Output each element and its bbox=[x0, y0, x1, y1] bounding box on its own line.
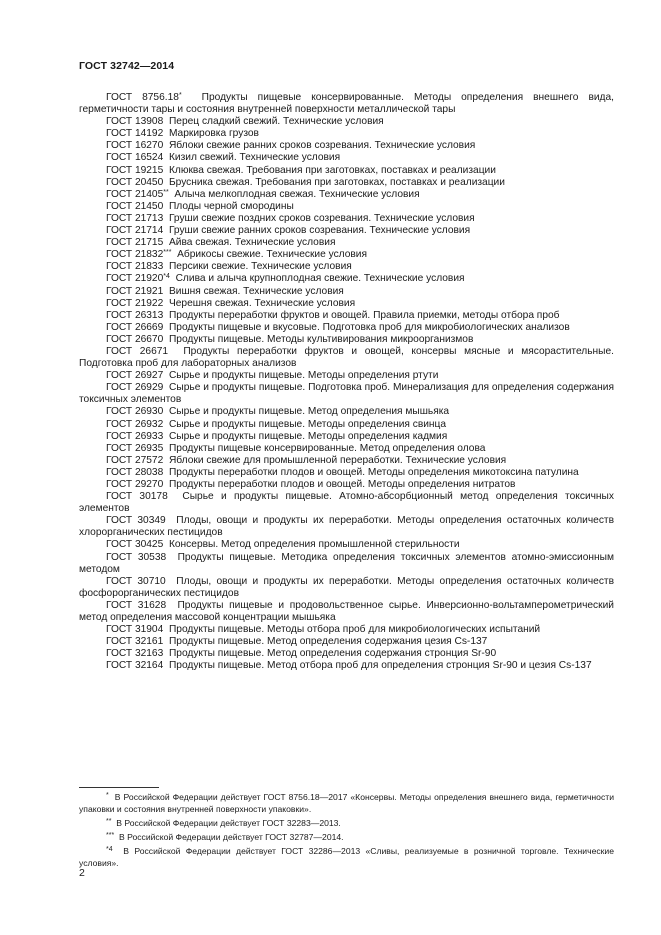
standard-title: Сырье и продукты пищевые. Атомно-абсорбционный метод определения токсичных элементов bbox=[79, 491, 614, 515]
footnote-marker: ** bbox=[163, 188, 169, 196]
reference-entry bbox=[79, 322, 614, 334]
standard-title: Продукты пищевые. Метод определения содержания стронция Sr-90 bbox=[168, 648, 497, 660]
reference-entry bbox=[79, 128, 614, 140]
reference-entry bbox=[79, 140, 614, 152]
standard-title: Яблоки свежие ранних сроков созревания. Технические условия bbox=[168, 140, 476, 152]
reference-entry bbox=[79, 273, 614, 285]
standard-code: ГОСТ 30710 bbox=[106, 575, 166, 587]
standard-title: Продукты пищевые. Методика определения токсичных элементов атомно-эмиссионным методом bbox=[79, 551, 614, 575]
reference-entry bbox=[79, 382, 614, 406]
standard-title: Продукты переработки фруктов и овощей. Правила приемки, методы отбора проб bbox=[168, 309, 560, 321]
standard-title: Абрикосы свежие. Технические условия bbox=[177, 249, 368, 261]
footnote-marker: *4 bbox=[106, 846, 113, 854]
reference-entry bbox=[79, 443, 614, 455]
standard-title: Продукты пищевые и вкусовые. Подготовка проб для микробиологических анализов bbox=[168, 321, 570, 333]
standard-code: ГОСТ 26930 bbox=[106, 406, 164, 418]
standard-title: Плоды, овощи и продукты их переработки. Методы определения остаточных количеств фосфорорганических пестицидов bbox=[79, 575, 614, 599]
standard-title: Кизил свежий. Технические условия bbox=[168, 152, 341, 164]
standard-title: Перец сладкий свежий. Технические условия bbox=[168, 116, 384, 128]
footnote-marker: *** bbox=[163, 249, 172, 257]
standard-title: Черешня свежая. Технические условия bbox=[168, 297, 356, 309]
footnote-item bbox=[79, 817, 614, 829]
footnote-text: В Российской Федерации действует ГОСТ 8756.18—2017 «Консервы. Методы определения внешнего вида, герметичности упаковки и состояния внутренней поверхности упаковки». bbox=[79, 792, 614, 815]
standard-code: ГОСТ 31904 bbox=[106, 624, 164, 636]
standard-code: ГОСТ 30538 bbox=[106, 551, 167, 563]
standard-title: Груши свежие поздних сроков созревания. Технические условия bbox=[168, 212, 475, 224]
standard-code: ГОСТ 30349 bbox=[106, 515, 166, 527]
reference-entry bbox=[79, 286, 614, 298]
standard-title: Слива и алыча крупноплодная свежие. Технические условия bbox=[175, 273, 465, 285]
standard-code: ГОСТ 26669 bbox=[106, 321, 164, 333]
standard-title: Сырье и продукты пищевые. Методы определения ртути bbox=[168, 370, 439, 382]
footnote-item bbox=[79, 791, 614, 815]
standard-code: ГОСТ 26671 bbox=[106, 345, 169, 357]
footnote-text: В Российской Федерации действует ГОСТ 32283—2013. bbox=[116, 818, 341, 829]
standard-code: ГОСТ 32163 bbox=[106, 648, 164, 660]
standard-code: ГОСТ 28038 bbox=[106, 466, 164, 478]
standard-title: Продукты переработки плодов и овощей. Методы определения нитратов bbox=[168, 479, 516, 490]
standard-title: Айва свежая. Технические условия bbox=[168, 237, 336, 249]
reference-entry bbox=[79, 237, 614, 249]
standard-code: ГОСТ 27572 bbox=[106, 454, 164, 466]
standard-title: Плоды, овощи и продукты их переработки. Методы определения остаточных количеств хлорорганических пестицидов bbox=[79, 515, 614, 539]
standard-title: Алыча мелкоплодная свежая. Технические условия bbox=[174, 188, 420, 200]
standard-title: Продукты пищевые. Методы культивирования микроорганизмов bbox=[168, 333, 474, 345]
reference-entry bbox=[79, 165, 614, 177]
standard-title: Сырье и продукты пищевые. Методы определения свинца bbox=[168, 418, 447, 430]
reference-entry bbox=[79, 576, 614, 600]
standard-code: ГОСТ 30425 bbox=[106, 539, 164, 551]
reference-entry bbox=[79, 648, 614, 660]
standard-code: ГОСТ 21714 bbox=[106, 225, 164, 237]
reference-entry bbox=[79, 419, 614, 431]
reference-entry bbox=[79, 261, 614, 273]
standard-code: ГОСТ 21713 bbox=[106, 212, 164, 224]
standard-title: Консервы. Метод определения промышленной стерильности bbox=[168, 539, 460, 551]
footnote-marker: *4 bbox=[163, 273, 170, 281]
standard-code: ГОСТ 13908 bbox=[106, 116, 164, 128]
reference-entry bbox=[79, 539, 614, 551]
standard-code: ГОСТ 26935 bbox=[106, 442, 164, 454]
standard-code: ГОСТ 21450 bbox=[106, 200, 164, 212]
standard-code: ГОСТ 30178 bbox=[106, 491, 168, 503]
standard-title: Продукты переработки фруктов и овощей, консервы мясные и мясорастительные. Подготовка проб для лабораторных анализов bbox=[79, 345, 614, 370]
standard-title: Продукты пищевые консервированные. Метод определения олова bbox=[168, 442, 486, 454]
standard-code: ГОСТ 19215 bbox=[106, 164, 164, 176]
standard-title: Брусника свежая. Требования при заготовках, поставках и реализации bbox=[168, 176, 505, 188]
standard-code: ГОСТ 32161 bbox=[106, 636, 164, 648]
footnotes bbox=[79, 791, 614, 872]
standard-code: ГОСТ 26933 bbox=[106, 430, 164, 442]
reference-entry bbox=[79, 455, 614, 467]
standard-code: ГОСТ 32164 bbox=[106, 660, 164, 672]
standard-code: ГОСТ 21833 bbox=[106, 261, 164, 273]
standard-code: ГОСТ 14192 bbox=[106, 128, 164, 140]
reference-entry bbox=[79, 310, 614, 322]
reference-entry bbox=[79, 467, 614, 479]
reference-entry bbox=[79, 334, 614, 346]
document-header: ГОСТ 32742—2014 bbox=[79, 60, 175, 72]
reference-entry bbox=[79, 201, 614, 213]
reference-entry bbox=[79, 370, 614, 382]
standard-code: ГОСТ 16270 bbox=[106, 140, 164, 152]
standard-title: Продукты переработки плодов и овощей. Методы определения микотоксина патулина bbox=[168, 466, 579, 478]
reference-entry bbox=[79, 491, 614, 515]
standard-title: Продукты пищевые консервированные. Методы определения внешнего вида, герметичности тары и состояния внутренней поверхности металлической тары bbox=[79, 92, 614, 116]
standard-code: ГОСТ 21922 bbox=[106, 297, 164, 309]
standard-title: Сырье и продукты пищевые. Метод определения мышьяка bbox=[168, 406, 450, 418]
reference-entry bbox=[79, 346, 614, 370]
footnote-marker: *** bbox=[106, 832, 115, 840]
reference-entry bbox=[79, 515, 614, 539]
standard-title: Вишня свежая. Технические условия bbox=[168, 285, 344, 297]
standard-title: Плоды черной смородины bbox=[168, 200, 294, 212]
reference-entry bbox=[79, 431, 614, 443]
standard-code: ГОСТ 21921 bbox=[106, 285, 164, 297]
reference-entry bbox=[79, 92, 614, 116]
footnote-divider bbox=[79, 787, 159, 788]
reference-entry bbox=[79, 213, 614, 225]
standard-code: ГОСТ 26932 bbox=[106, 418, 164, 430]
standard-code: ГОСТ 29270 bbox=[106, 479, 164, 490]
standard-title: Персики свежие. Технические условия bbox=[168, 261, 352, 273]
standard-code: ГОСТ 26927 bbox=[106, 370, 164, 382]
reference-entry bbox=[79, 552, 614, 576]
reference-entry bbox=[79, 152, 614, 164]
reference-entry bbox=[79, 189, 614, 201]
footnote-marker: * bbox=[106, 792, 109, 799]
reference-entry bbox=[79, 225, 614, 237]
reference-entry bbox=[79, 249, 614, 261]
reference-entry bbox=[79, 660, 614, 672]
reference-entry bbox=[79, 177, 614, 189]
standard-code: ГОСТ 8756.18 bbox=[106, 92, 179, 103]
standard-code: ГОСТ 21832 bbox=[106, 249, 164, 261]
standard-code: ГОСТ 26313 bbox=[106, 309, 164, 321]
page-number: 2 bbox=[79, 867, 85, 879]
reference-entry bbox=[79, 600, 614, 624]
footnote-marker: ** bbox=[106, 818, 112, 826]
footnote-marker: * bbox=[178, 92, 182, 99]
reference-entry bbox=[79, 636, 614, 648]
footnote-text: В Российской Федерации действует ГОСТ 32787—2014. bbox=[118, 832, 344, 843]
standard-title: Маркировка грузов bbox=[168, 128, 259, 140]
standard-code: ГОСТ 26929 bbox=[106, 382, 164, 394]
reference-entry bbox=[79, 406, 614, 418]
reference-entry bbox=[79, 298, 614, 310]
standard-code: ГОСТ 31628 bbox=[106, 599, 167, 611]
standard-title: Продукты пищевые. Метод отбора проб для определения стронция Sr-90 и цезия Cs-137 bbox=[168, 660, 592, 672]
standard-code: ГОСТ 21405 bbox=[106, 188, 164, 200]
standard-code: ГОСТ 21715 bbox=[106, 237, 164, 249]
standard-title: Продукты пищевые. Метод определения содержания цезия Cs-137 bbox=[168, 636, 488, 648]
standard-title: Яблоки свежие для промышленной переработки. Технические условия bbox=[168, 454, 507, 466]
standard-title: Клюква свежая. Требования при заготовках, поставках и реализации bbox=[168, 164, 496, 176]
standard-title: Сырье и продукты пищевые. Методы определения кадмия bbox=[168, 430, 448, 442]
footnote-text: В Российской Федерации действует ГОСТ 32286—2013 «Сливы, реализуемые в розничной торговле. Технические условия». bbox=[79, 846, 614, 869]
standard-code: ГОСТ 26670 bbox=[106, 333, 164, 345]
footnote-item bbox=[79, 831, 614, 843]
standard-code: ГОСТ 16524 bbox=[106, 152, 164, 164]
standard-code: ГОСТ 21920 bbox=[106, 273, 164, 285]
standard-title: Груши свежие ранних сроков созревания. Технические условия bbox=[168, 225, 471, 237]
standard-title: Сырье и продукты пищевые. Подготовка проб. Минерализация для определения содержания токсичных элементов bbox=[79, 382, 614, 406]
standard-code: ГОСТ 20450 bbox=[106, 176, 164, 188]
reference-entry bbox=[79, 116, 614, 128]
footnote-item bbox=[79, 845, 614, 869]
normative-references-list bbox=[79, 92, 614, 673]
reference-entry bbox=[79, 479, 614, 491]
reference-entry bbox=[79, 624, 614, 636]
standard-title: Продукты пищевые. Методы отбора проб для микробиологических испытаний bbox=[168, 624, 541, 636]
standard-title: Продукты пищевые и продовольственное сырье. Инверсионно-вольтамперометрический метод определения массовой концентрации мышьяка bbox=[79, 599, 614, 624]
